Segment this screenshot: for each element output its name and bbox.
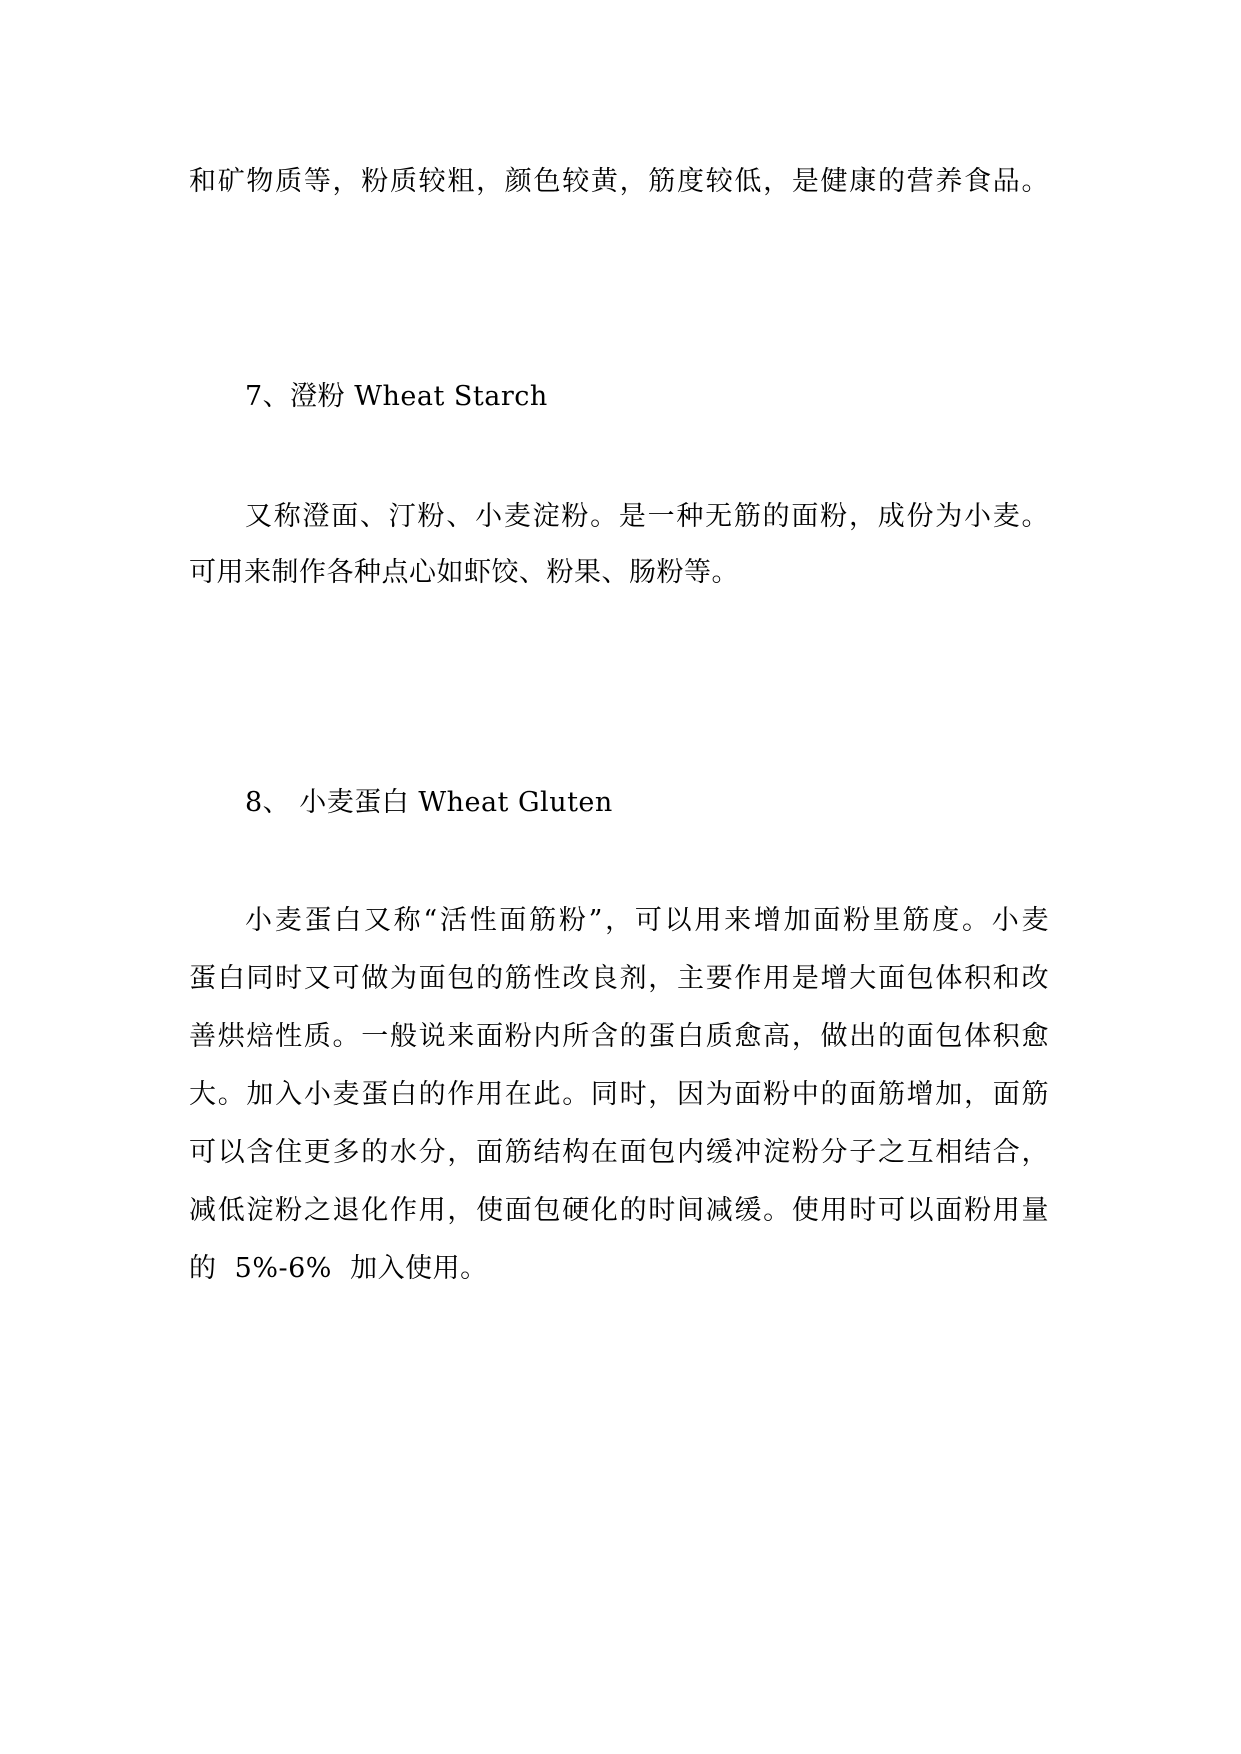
wheat-gluten-paragraph-line: 大。加入小麦蛋白的作用在此。同时，因为面粉中的面筋增加，面筋 — [189, 1079, 1049, 1110]
wheat-gluten-paragraph-line: 蛋白同时又可做为面包的筋性改良剂，主要作用是增大面包体积和改 — [189, 963, 1049, 994]
wheat-gluten-paragraph-line: 小麦蛋白又称“活性面筋粉”，可以用来增加面粉里筋度。小麦 — [245, 905, 1049, 936]
paragraph-continuation-line: 和矿物质等，粉质较粗，颜色较黄，筋度较低，是健康的营养食品。 — [189, 166, 1049, 197]
wheat-gluten-paragraph-line: 善烘焙性质。一般说来面粉内所含的蛋白质愈高，做出的面包体积愈 — [189, 1021, 1049, 1052]
section-heading-wheat-gluten: 8、 小麦蛋白 Wheat Gluten — [245, 787, 613, 818]
wheat-starch-paragraph-line: 可用来制作各种点心如虾饺、粉果、肠粉等。 — [189, 557, 739, 588]
wheat-gluten-paragraph-line: 的 5%-6% 加入使用。 — [189, 1253, 488, 1284]
wheat-starch-paragraph-line: 又称澄面、汀粉、小麦淀粉。是一种无筋的面粉，成份为小麦。 — [245, 501, 1049, 532]
section-heading-wheat-starch: 7、澄粉 Wheat Starch — [245, 381, 548, 412]
wheat-gluten-paragraph-line: 减低淀粉之退化作用，使面包硬化的时间减缓。使用时可以面粉用量 — [189, 1195, 1049, 1226]
wheat-gluten-paragraph-line: 可以含住更多的水分，面筋结构在面包内缓冲淀粉分子之互相结合， — [189, 1137, 1049, 1168]
